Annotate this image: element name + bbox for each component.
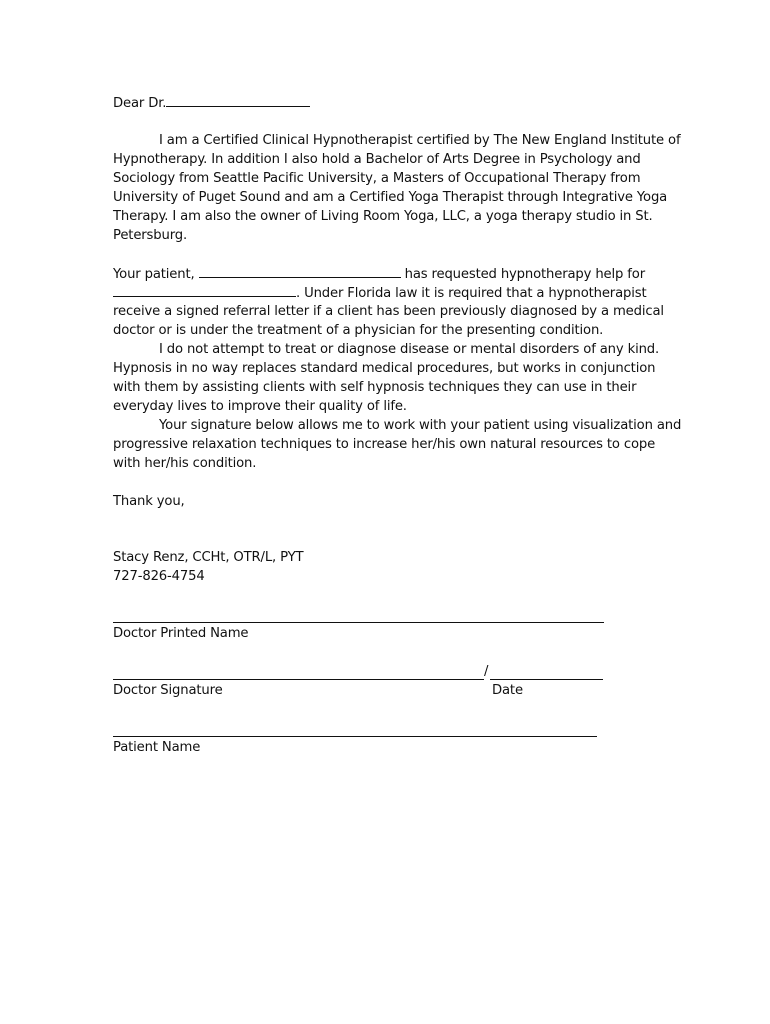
paragraph1-line: Therapy. I am also the owner of Living Room Yoga, LLC, a yoga therapy studio in St. [113,209,653,224]
paragraph3-line: with them by assisting clients with self hypnosis techniques they can use in their [113,380,637,395]
paragraph3-line: everyday lives to improve their quality of life. [113,399,407,414]
patient-name-label: Patient Name [113,740,201,755]
condition-line [113,283,647,303]
florida-law-text: . Under Florida law it is required that a hypnotherapist [296,286,647,301]
paragraph3-line: Hypnosis in no way replaces standard medical procedures, but works in conjunction [113,361,656,376]
closing: Thank you, [113,494,185,509]
paragraph4-line: progressive relaxation techniques to increase her/his own natural resources to cope [113,437,656,452]
paragraph2-line: doctor or is under the treatment of a physician for the presenting condition. [113,323,604,338]
paragraph4-line: with her/his condition. [113,456,257,471]
patient-name-blank[interactable] [199,264,401,278]
patient-request-text: has requested hypnotherapy help for [404,267,645,282]
date-separator: / [484,664,489,679]
paragraph1-line: I am a Certified Clinical Hypnotherapist certified by The New England Institute of [159,133,681,148]
doctor-printed-name-label: Doctor Printed Name [113,626,249,641]
paragraph1-line: Petersburg. [113,228,188,243]
signature-phone: 727-826-4754 [113,569,205,584]
paragraph1-line: Hypnotherapy. In addition I also hold a Bachelor of Arts Degree in Psychology and [113,152,641,167]
patient-name-line[interactable] [113,736,597,737]
salutation: Dear Dr. [113,96,167,111]
signature-name: Stacy Renz, CCHt, OTR/L, PYT [113,550,304,565]
date-line[interactable] [490,679,603,680]
patient-label: Your patient, [113,267,195,282]
doctor-printed-name-line[interactable] [113,622,604,623]
paragraph4-line: Your signature below allows me to work with your patient using visualization and [159,418,682,433]
paragraph2-line: receive a signed referral letter if a client has been previously diagnosed by a medical [113,304,664,319]
salutation-line [113,93,310,113]
paragraph3-line: I do not attempt to treat or diagnose disease or mental disorders of any kind. [159,342,660,357]
doctor-signature-line[interactable] [113,679,484,680]
patient-line [113,264,645,284]
condition-blank[interactable] [113,283,296,297]
paragraph1-line: Sociology from Seattle Pacific University, a Masters of Occupational Therapy from [113,171,641,186]
doctor-name-blank[interactable] [166,93,310,107]
date-label: Date [492,683,523,698]
paragraph1-line: University of Puget Sound and am a Certified Yoga Therapist through Integrative Yoga [113,190,668,205]
doctor-signature-label: Doctor Signature [113,683,223,698]
